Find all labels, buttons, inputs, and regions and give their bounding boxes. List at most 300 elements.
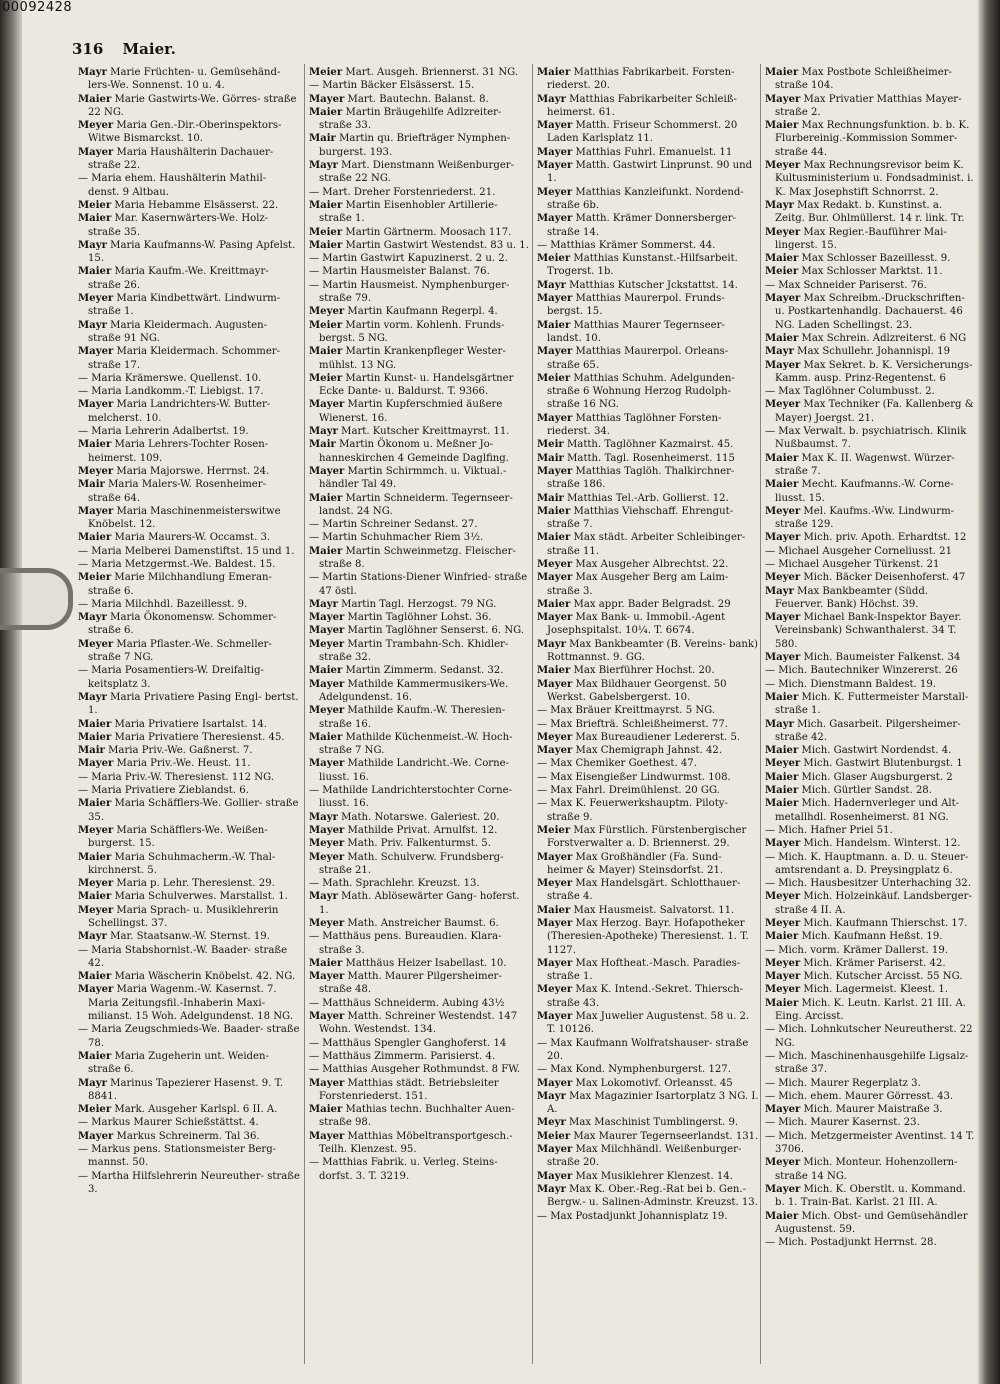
entry-surname: Mayer [537,957,573,969]
entry-surname: Meier [537,253,571,265]
directory-entry [309,79,531,92]
entry-text: Max Magazinier Isartorplatz 3 NG. I. A. [547,1090,759,1116]
entry-text: Max Bank- u. Immobil.-Agent Josephspitalst. 10¼. T. 6674. [547,612,726,637]
entry-surname: Mayr [78,691,107,703]
entry-surname: — [765,665,776,677]
directory-entry [765,664,975,677]
entry-text: Math. Notarswe. Galeriest. 20. [341,811,500,823]
entry-text: Mich. Glaser Augsburgerst. 2 [801,771,953,783]
entry-surname: Mair [309,439,336,451]
entry-surname: Meyer [78,293,114,305]
entry-text: Max Schneider Pariserst. 76. [778,279,927,291]
entry-text: Maria Privatiere Theresienst. 45. [114,731,285,743]
entry-surname: — [765,1050,776,1062]
directory-entry [78,744,300,757]
entry-surname: Meyer [765,891,801,903]
entry-surname: — [537,771,548,783]
directory-entry [765,279,975,292]
entry-surname: — [309,1157,320,1169]
entry-text: Mich. Kaufmann Thierschst. 17. [803,918,968,929]
directory-entry [537,678,759,705]
entry-text: Maria Lehrers-Tochter Rosen- heimerst. 109. [88,439,269,464]
entry-text: Mich. Maurer Regerplatz 3. [778,1077,921,1089]
entry-surname: — [309,1037,320,1049]
entry-text: Max Fürstlich. Fürstenbergischer Forstverwalter a. D. Briennerst. 29. [547,824,747,850]
entry-text: Maria Wäscherin Knöbelst. 42. NG. [114,971,296,983]
entry-text: Martin Schirmmch. u. Viktual.- händler Tal 49. [319,465,507,491]
entry-surname: Mayr [78,931,107,943]
directory-entry [765,651,975,664]
entry-text: Mich. Krämer Pariserst. 42. [803,957,946,969]
entry-surname: Meyer [765,984,801,996]
directory-entry [78,571,300,598]
entry-surname: Mayer [309,971,345,983]
entry-text: Max Hoftheat.-Masch. Paradies- straße 1. [547,957,741,983]
directory-entry [309,1063,531,1076]
entry-surname: Meier [78,1104,112,1116]
directory-entry [309,545,531,572]
entry-text: Math. Schulverw. Frundsberg- straße 21. [319,851,504,876]
entry-text: Mel. Kaufms.-Ww. Lindwurm- straße 129. [775,505,955,531]
directory-entry [537,611,759,638]
entry-text: Mich. Hafner Priel 51. [778,824,893,836]
entry-surname: Maier [765,798,799,810]
entry-text: Mecht. Kaufmanns.-W. Corne- liusst. 15. [775,479,954,504]
directory-entry [78,345,300,372]
directory-entry [309,518,531,531]
entry-surname: — [309,997,320,1009]
directory-entry [309,1130,531,1157]
entry-surname: Meier [537,372,571,384]
directory-entry [78,292,300,319]
directory-entry [537,1210,759,1223]
entry-surname: Meier [309,67,343,78]
entry-text: Martin Hausmeist. Nymphenburger- straße 79. [319,279,510,305]
directory-entry [78,1050,300,1077]
entry-text: Mich. Gürtler Sandst. 28. [801,785,932,797]
entry-surname: — [309,80,320,92]
entry-surname: Maier [309,492,343,504]
directory-entry [537,1183,759,1210]
directory-entry [309,837,531,850]
directory-entry [765,877,975,890]
entry-surname: Mayer [537,1170,573,1182]
directory-entry [78,731,300,744]
entry-text: Matthias Fabrikarbeit. Forsten- riederst. 20. [547,67,735,92]
entry-surname: Mayr [78,1077,107,1089]
entry-surname: — [537,1037,548,1049]
entry-text: Mich. Gasarbeit. Pilgersheimer- straße 42. [775,718,961,743]
entry-surname: Mayer [537,1011,573,1023]
entry-surname: Mayr [537,279,566,291]
entry-text: Max Ausgeher Berg am Laim- straße 3. [547,572,729,597]
entry-surname: Maier [765,120,799,132]
entry-text: Max Milchhändl. Weißenburger- straße 20. [547,1144,742,1169]
entry-text: Mich. Hadernverleger und Alt- metallhdl. Rosenheimerst. 81 NG. [775,798,960,823]
entry-text: Max Kaufmann Wolfratshauser- straße 20. [547,1037,749,1062]
entry-surname: — [537,718,548,730]
entry-text: Maria Gen.-Dir.-Oberinspektors- Witwe Bismarckst. 10. [88,120,282,145]
entry-text: Matthias Fuhrl. Emanuelst. 11 [575,146,733,158]
entry-surname: Mayer [309,1077,345,1089]
entry-text: Max Techniker (Fa. Kallenberg & Mayer) Joergst. 21. [775,399,974,424]
directory-entry [309,598,531,611]
entry-text: Maria Malers-W. Rosenheimer- straße 64. [88,479,266,504]
entry-surname: Mayr [765,199,794,211]
directory-entry [765,66,975,93]
entry-surname: Mayer [537,572,573,584]
entry-text: Maria Kaufmanns-W. Pasing Apfelst. 15. [88,239,296,265]
entry-text: Maria Priv.-W. Theresienst. 112 NG. [91,771,275,783]
directory-entry [765,771,975,784]
directory-entry [765,1050,975,1077]
entry-text: Maria Landrichters-W. Butter- melcherst. 10. [88,399,271,424]
entry-surname: Mayer [537,745,573,757]
entry-text: Mich. Monteur. Hohenzollern- straße 14 NG. [775,1157,958,1182]
directory-entry [309,252,531,265]
directory-entry [765,119,975,159]
entry-surname: Meyer [765,957,801,969]
entry-surname: Maier [309,346,343,358]
entry-surname: Mayer [78,505,114,517]
entry-text: Maria Milchhdl. Bazeillesst. 9. [91,598,248,610]
entry-text: Mar. Staatsanw.-W. Sternst. 19. [110,931,270,943]
entry-text: Maria Schäfflers-We. Weißen- burgerst. 15. [88,824,268,850]
entry-text: Maria Kaufm.-We. Kreittmayr- straße 26. [88,266,269,291]
entry-text: Martin Trambahn-Sch. Khidler- straße 32. [319,638,509,664]
directory-entry [537,1130,759,1143]
entry-text: Mar. Kasernwärters-We. Holz- straße 35. [88,213,269,238]
entry-text: Matthias Schuhm. Adelgunden- straße 6 Wohnung Herzog Rudolph- straße 16 NG. [547,372,735,411]
entry-text: Matthias Maurer Tegernseer- landst. 10. [547,319,725,344]
entry-text: Max appr. Bader Belgradst. 29 [573,598,731,610]
entry-text: Matthias Ausgeher Rothmundst. 8 FW. [322,1064,521,1076]
entry-text: Martin Ökonom u. Meßner Jo- hanneskirchen 4 Gemeinde Daglfing. [319,439,509,464]
entry-text: Mich. Lagermeist. Kleest. 1. [803,984,948,996]
directory-entry [309,1037,531,1050]
entry-text: Max Bankbeamter (B. Vereins- bank) Rottmannst. 9. GG. [547,638,758,664]
directory-entry [309,186,531,199]
entry-surname: — [309,253,320,265]
directory-entry [309,611,531,624]
entry-surname: — [765,824,776,836]
entry-surname: — [309,279,320,291]
entry-text: Mich. Postadjunkt Herrnst. 28. [778,1237,937,1249]
entry-text: Martin Tagl. Herzogst. 79 NG. [341,598,497,610]
entry-surname: Maier [765,785,799,797]
entry-text: Maria Lehrerin Adalbertst. 19. [91,426,249,438]
entry-surname: Mayer [78,1130,114,1142]
directory-entry [765,797,975,824]
entry-surname: Maier [765,253,799,265]
entry-surname: — [78,771,89,783]
entry-text: Matthias Taglöh. Thalkirchner- straße 186. [547,465,735,491]
entry-text: Max Eisengießer Lindwurmst. 108. [550,771,731,783]
entry-text: Mich. Bautechniker Winzererst. 26 [778,665,958,677]
entry-text: Mich. Dienstmann Baldest. 19. [778,678,936,690]
column-2 [309,66,531,1366]
entry-text: Maria Priv.-We. Gaßnerst. 7. [108,745,253,757]
directory-entry [309,571,531,598]
entry-text: Mark. Ausgeher Karlspl. 6 II. A. [114,1104,278,1116]
entry-text: Max Sekret. b. K. Versicherungs- Kamm. ausp. Prinz-Regentenst. 6 [775,359,973,384]
entry-surname: Mayr [765,346,794,358]
entry-surname: Maier [78,439,112,451]
entry-text: Max Schullehr. Johannispl. 19 [797,346,951,358]
column-4 [765,66,975,1366]
entry-text: Max Großhändler (Fa. Sund- heimer & Mayer) Steinsdorfst. 21. [547,851,724,876]
directory-entry [537,731,759,744]
entry-text: Matthias Viehschaff. Ehrengut- straße 7. [547,505,734,531]
entry-text: Martin Bräugehilfe Adlzreiter- straße 33. [319,106,502,132]
directory-entry [765,1183,975,1210]
entry-surname: — [309,186,320,198]
directory-entry [765,385,975,398]
directory-entry [765,997,975,1024]
directory-entry [78,265,300,292]
directory-entry [537,119,759,146]
entry-surname: Maier [765,479,799,491]
directory-entry [309,438,531,465]
entry-text: Matth. Gastwirt Linprunst. 90 und 1. [547,160,753,185]
directory-entry [537,704,759,717]
entry-text: Maria Ökonomensw. Schommer- straße 6. [88,612,277,637]
entry-text: Max Bureaudiener Ledererst. 5. [575,731,741,743]
entry-text: Max Juwelier Augustenst. 58 u. 2. T. 10126. [547,1011,750,1036]
entry-text: Matthias städt. Betriebsleiter Forstenriederst. 151. [319,1077,499,1102]
entry-surname: Maier [78,213,112,225]
directory-entry [537,531,759,558]
entry-text: Max Privatier Matthias Mayer- straße 2. [775,93,962,118]
directory-entry [537,279,759,292]
directory-entry [765,930,975,943]
entry-text: Math. Priv. Falkenturmst. 5. [347,838,491,850]
scan-id: 00092428 [2,0,73,15]
entry-surname: Maier [765,452,799,464]
entry-surname: — [78,1144,89,1156]
entry-surname: Meier [78,572,112,584]
entry-surname: — [765,878,776,890]
directory-entry [309,877,531,890]
entry-text: Martin Bäcker Elsässerst. 15. [322,80,475,92]
entry-surname: Meyer [309,918,345,929]
column-rule [760,64,761,1364]
entry-surname: Meyer [309,838,345,850]
entry-text: Maria Haushälterin Dachauer- straße 22. [88,146,274,172]
entry-surname: Mayr [309,160,338,172]
entry-text: Matthäus Schneiderm. Aubing 43½ [322,997,505,1009]
directory-entry [78,478,300,505]
entry-text: Max Chemiker Goethest. 47. [550,758,697,770]
directory-entry [309,531,531,544]
directory-entry [537,784,759,797]
entry-text: Michael Bank-Inspektor Bayer. Vereinsbank) Schwanthalerst. 34 T. 580. [775,612,962,650]
entry-text: Maria Pflaster.-We. Schmeller- straße 7 NG. [88,638,272,664]
entry-text: Matth. Maurer Pilgersheimer- straße 48. [319,971,502,996]
entry-text: Martin Eisenhobler Artillerie- straße 1. [319,199,498,225]
entry-surname: Meyer [537,731,573,743]
entry-text: Matthäus Heizer Isabellast. 10. [345,957,507,969]
directory-entry [78,66,300,93]
entry-text: Mich. Bäcker Deisenhoferst. 47 [803,572,966,584]
entry-surname: — [537,1210,548,1222]
entry-text: Max Taglöhner Columbusst. 2. [778,386,935,398]
entry-surname: — [765,558,776,570]
directory-entry [765,851,975,878]
entry-surname: Mayer [765,532,801,544]
directory-entry [537,598,759,611]
directory-entry [765,345,975,358]
entry-text: Maria Wagenm.-W. Kasernst. 7. Maria Zeitungsfil.-Inhaberin Maxi- milianst. 15 Woh. Adelgundenst. 18 NG. [88,984,293,1023]
entry-text: Max Redakt. b. Kunstinst. a. Zeitg. Bur. Ohlmüllerst. 14 r. link. Tr. [775,199,965,225]
directory-entry [765,398,975,425]
directory-entry [309,678,531,705]
directory-entry [78,119,300,146]
entry-surname: Maier [78,731,112,743]
directory-entry [78,398,300,425]
entry-surname: Maier [309,731,343,743]
entry-surname: — [765,1024,776,1036]
directory-entry [537,292,759,319]
directory-entry [537,983,759,1010]
entry-surname: Mayer [309,465,345,477]
entry-surname: Mayer [309,399,345,411]
entry-surname: Maier [78,718,112,730]
entry-text: Mart. Ausgeh. Briennerst. 31 NG. [345,67,519,78]
entry-surname: Meyer [78,638,114,650]
entry-text: Maria Stabshornist.-W. Baader- straße 42. [88,944,288,969]
directory-entry [765,824,975,837]
entry-text: Matthias Möbeltransportgesch.- Teilh. Klenzest. 95. [319,1130,513,1156]
entry-text: Maria Privatiere Zieblandst. 6. [91,785,249,797]
entry-text: Max Musiklehrer Klenzest. 14. [575,1170,733,1182]
directory-entry [78,691,300,718]
entry-text: Mathilde Privat. Arnulfst. 12. [347,824,498,836]
directory-entry [537,412,759,439]
directory-entry [309,824,531,837]
entry-text: Mathilde Kaufm.-W. Theresien- straße 16. [319,705,506,730]
entry-surname: — [78,386,89,398]
entry-text: Martin Kaufmann Regerpl. 4. [347,306,498,318]
directory-entry [537,438,759,451]
directory-entry [765,784,975,797]
entry-surname: Maier [78,266,112,278]
entry-surname: Meier [537,1130,571,1142]
directory-entry [309,465,531,492]
directory-entry [78,664,300,691]
entry-text: Maria Majorswe. Herrnst. 24. [116,465,270,477]
entry-surname: Meyer [537,558,573,570]
entry-text: Maria Maurers-W. Occamst. 3. [114,532,271,544]
directory-entry [309,957,531,970]
directory-entry [78,877,300,890]
entry-text: Matth. Friseur Schommerst. 20 Laden Karlsplatz 11. [547,120,738,145]
directory-entry [309,731,531,758]
entry-surname: Maier [765,771,799,783]
entry-text: Max Herzog. Bayr. Hofapotheker (Theresien-Apotheke) Theresienst. 1. T. 1127. [547,918,749,956]
directory-entry [765,226,975,253]
entry-surname: — [765,1237,776,1249]
directory-entry [537,252,759,279]
entry-text: Max Chemigraph Jahnst. 42. [575,745,723,757]
directory-entry [78,771,300,784]
directory-entry [78,1170,300,1197]
directory-entry [537,1170,759,1183]
entry-surname: — [765,545,776,557]
entry-surname: — [765,851,776,863]
entry-text: Mathilde Landricht.-We. Corne- liusst. 16. [319,758,510,783]
entry-surname: Meier [309,226,343,238]
entry-text: Mathilde Landrichterstochter Corne- liusst. 16. [319,785,513,810]
entry-surname: Meier [765,266,799,278]
directory-entry [78,1103,300,1116]
entry-surname: — [78,426,89,438]
entry-surname: Mayr [309,891,338,903]
entry-text: Mich. Kutscher Arcisst. 55 NG. [803,971,963,983]
entry-surname: — [78,173,89,185]
directory-entry [765,917,975,930]
directory-entry [309,784,531,811]
entry-surname: Meier [537,824,571,836]
directory-entry [78,385,300,398]
directory-entry [765,944,975,957]
entry-surname: Mayer [537,120,573,132]
entry-surname: Mayr [78,239,107,251]
entry-surname: — [78,372,89,384]
entry-surname: — [537,1064,548,1076]
directory-entry [537,1077,759,1090]
entry-text: Math. Ablösewärter Gang- hoferst. 1. [319,891,520,916]
entry-text: Michael Ausgeher Corneliusst. 21 [778,545,953,557]
directory-entry [537,718,759,731]
directory-entry [537,851,759,878]
entry-text: Mich. ehem. Maurer Görresst. 43. [778,1090,954,1102]
entry-text: Max Lokomotivf. Orleansst. 45 [575,1077,733,1089]
directory-entry [309,970,531,997]
directory-entry [765,1210,975,1237]
entry-text: Max Maschinist Tumblingerst. 9. [569,1117,739,1129]
directory-entry [537,345,759,372]
entry-text: Max Fahrl. Dreimühlenst. 20 GG. [550,785,720,797]
entry-text: Martin Gastwirt Kapuzinerst. 2 u. 2. [322,253,508,265]
entry-surname: Mayer [537,465,573,477]
directory-entry [78,438,300,465]
entry-surname: Maier [765,997,799,1009]
entry-text: Max Schlosser Bazeillesst. 9. [801,253,951,265]
entry-surname: Meir [537,439,564,451]
entry-surname: Meyer [765,572,801,584]
directory-entry [537,957,759,984]
entry-surname: Maier [78,798,112,810]
entry-surname: Maier [765,745,799,757]
entry-surname: Maier [537,665,571,677]
entry-text: Matthäus Spengler Ganghoferst. 14 [322,1037,507,1049]
entry-surname: Meyer [765,505,801,517]
entry-surname: — [78,665,89,677]
entry-surname: — [78,598,89,610]
entry-text: Max Bankbeamter (Südd. Feuerver. Bank) Höchst. 39. [775,585,929,610]
entry-surname: — [309,572,320,584]
directory-entry [537,372,759,412]
entry-text: Maria Sprach- u. Musiklehrerin Schellingst. 37. [88,904,279,929]
entry-text: Marie Gastwirts-We. Görres- straße 22 NG. [88,93,297,118]
page-header [72,40,176,58]
column-rule [304,64,305,1364]
directory-entry [765,585,975,612]
directory-entry [765,252,975,265]
entry-surname: Meyer [78,120,114,132]
entry-text: Maria Zugeherin unt. Weiden- straße 6. [88,1050,269,1076]
